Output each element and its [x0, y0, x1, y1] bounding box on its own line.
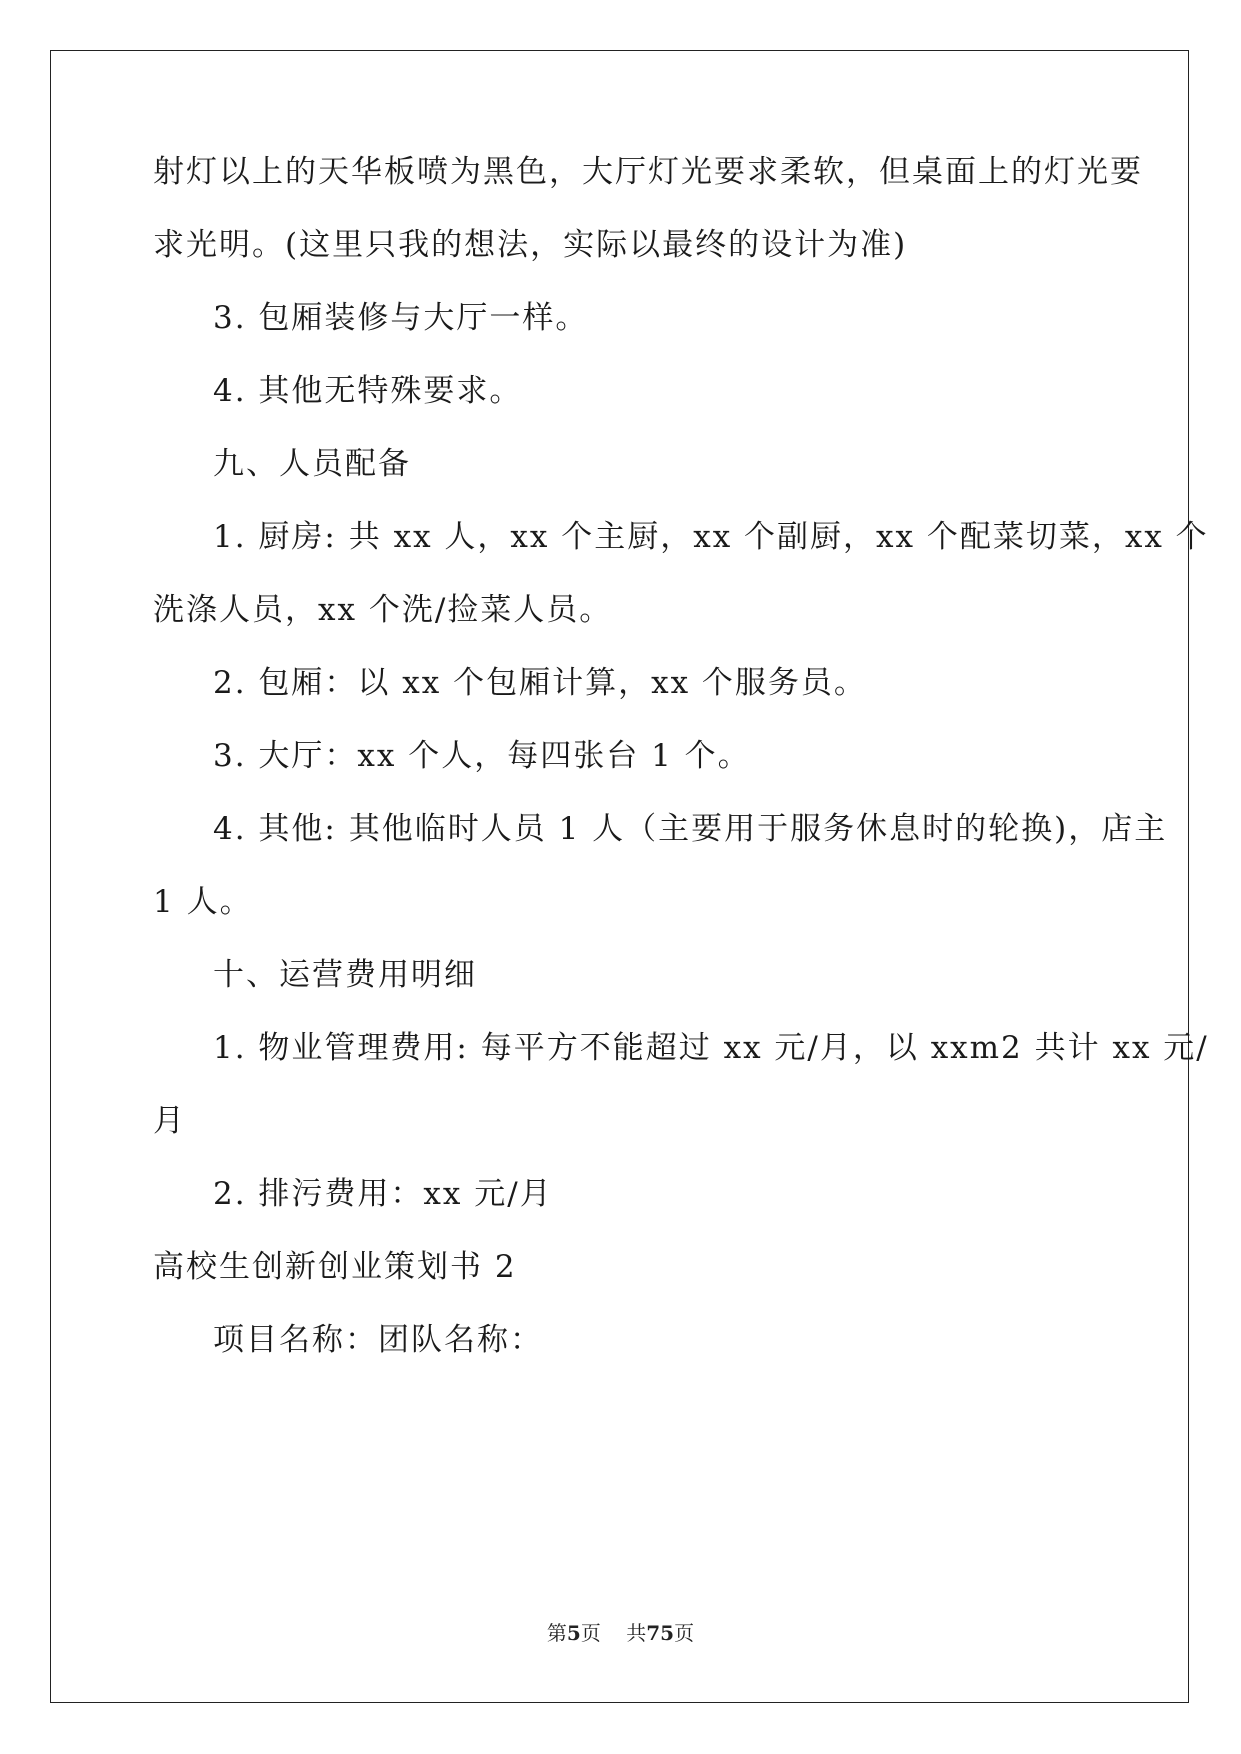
list-item-text: 4. 其他: 其他临时人员 1 人（主要用于服务休息时的轮换)，店主: [213, 811, 1168, 847]
footer-total-suffix: 页: [674, 1621, 695, 1645]
section-heading: 九、人员配备: [213, 446, 411, 482]
list-item-text: 1. 物业管理费用: 每平方不能超过 xx 元/月，以 xxm2 共计 xx 元/: [213, 1030, 1209, 1066]
body-text-line: 射灯以上的天华板喷为黑色，大厅灯光要求柔软，但桌面上的灯光要: [153, 154, 1143, 190]
footer-total-prefix: 共: [626, 1621, 647, 1645]
body-text-line: 1 人。: [153, 884, 253, 920]
list-item-text: 4. 其他无特殊要求。: [213, 373, 523, 409]
body-text-line: 月: [153, 1103, 186, 1139]
section-heading: 十、运营费用明细: [213, 957, 477, 993]
footer-prefix: 第: [546, 1621, 567, 1645]
document-title: 高校生创新创业策划书 2: [153, 1249, 517, 1285]
list-item-text: 2. 排污费用：xx 元/月: [213, 1176, 553, 1212]
total-page-count: 75: [646, 1621, 675, 1645]
list-item-text: 2. 包厢：以 xx 个包厢计算，xx 个服务员。: [213, 665, 867, 701]
body-text-line: 求光明。(这里只我的想法，实际以最终的设计为准): [153, 227, 908, 263]
project-field-line: 项目名称：团队名称：: [213, 1322, 543, 1358]
page-footer: [0, 1621, 1241, 1645]
body-text-line: 洗涤人员，xx 个洗/捡菜人员。: [153, 592, 613, 628]
list-item-text: 3. 包厢装修与大厅一样。: [213, 300, 589, 336]
list-item-text: 1. 厨房: 共 xx 人，xx 个主厨，xx 个副厨，xx 个配菜切菜，xx 个: [213, 519, 1209, 555]
list-item-text: 3. 大厅：xx 个人，每四张台 1 个。: [213, 738, 751, 774]
current-page-number: 5: [566, 1621, 581, 1645]
footer-page-suffix: 页: [580, 1621, 601, 1645]
